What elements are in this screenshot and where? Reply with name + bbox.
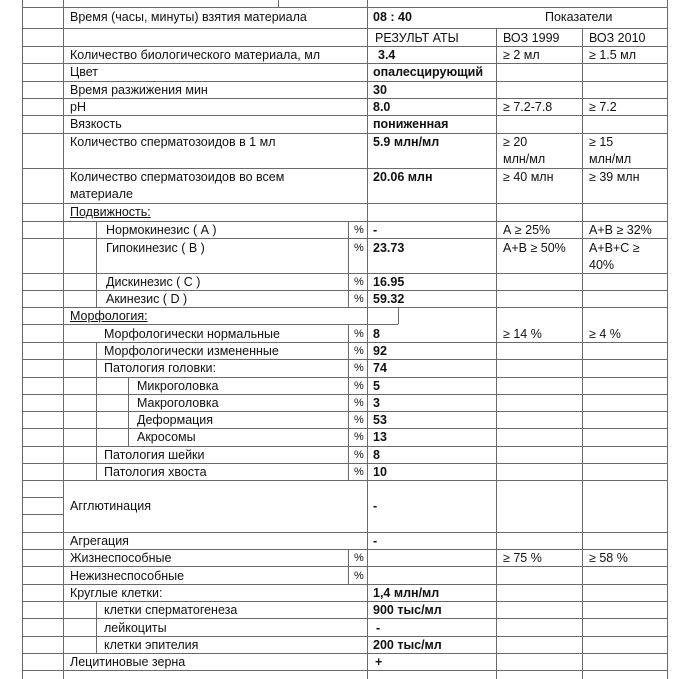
motility-b-who-2010-line2: 40% xyxy=(589,258,615,272)
viable-unit: % xyxy=(354,552,364,564)
motility-title: Подвижность: xyxy=(70,205,151,219)
viable-who-1999: ≥ 75 % xyxy=(503,551,542,565)
motility-a-who-1999: А ≥ 25% xyxy=(503,223,551,237)
round-cells-label: Круглые клетки: xyxy=(70,586,163,600)
motility-b-value: 23.73 xyxy=(373,241,405,255)
agglutination-label: Агглютинация xyxy=(70,499,152,513)
acrosome-label: Акросомы xyxy=(137,430,196,444)
deformation-label: Деформация xyxy=(137,413,214,427)
tail-pathology-label: Патология хвоста xyxy=(104,465,207,479)
microhead-label: Микроголовка xyxy=(137,379,219,393)
total-count-label-line1: Количество сперматозоидов во всем xyxy=(70,170,285,184)
deformation-unit: % xyxy=(354,414,364,426)
indicators-header: Показатели xyxy=(545,10,613,24)
volume-value: 3.4 xyxy=(378,48,396,62)
epithelial-cells-value: 200 тыс/мл xyxy=(373,638,442,652)
motility-d-label: Акинезис ( D ) xyxy=(106,292,188,306)
macrohead-label: Макроголовка xyxy=(137,396,219,410)
total-count-who-2010: ≥ 39 млн xyxy=(589,170,640,184)
ph-value: 8.0 xyxy=(373,100,391,114)
microhead-value: 5 xyxy=(373,379,380,393)
nonviable-unit: % xyxy=(354,570,364,582)
head-pathology-value: 74 xyxy=(373,361,387,375)
collection-time-label: Время (часы, минуты) взятия материала xyxy=(70,10,307,24)
motility-b-unit: % xyxy=(354,242,364,254)
neck-pathology-unit: % xyxy=(354,449,364,461)
concentration-label: Количество сперматозоидов в 1 мл xyxy=(70,135,276,149)
motility-a-value: - xyxy=(373,223,378,237)
motility-a-label: Нормокинезис ( А ) xyxy=(106,223,217,237)
motility-c-label: Дискинезис ( С ) xyxy=(106,275,201,289)
motility-a-who-2010: А+В ≥ 32% xyxy=(589,223,652,237)
deformation-value: 53 xyxy=(373,413,387,427)
ph-who-1999: ≥ 7.2-7.8 xyxy=(503,100,553,114)
total-count-value: 20.06 млн xyxy=(373,170,433,184)
microhead-unit: % xyxy=(354,380,364,392)
neck-pathology-value: 8 xyxy=(373,448,380,462)
viscosity-value: пониженная xyxy=(373,117,449,131)
concentration-who-1999-line1: ≥ 20 xyxy=(503,135,528,149)
tail-pathology-unit: % xyxy=(354,466,364,478)
acrosome-value: 13 xyxy=(373,430,387,444)
acrosome-unit: % xyxy=(354,431,364,443)
morph-abnormal-value: 92 xyxy=(373,344,387,358)
leukocytes-value: - xyxy=(376,621,381,635)
morphology-title: Морфология: xyxy=(70,309,148,323)
volume-label: Количество биологического материала, мл xyxy=(70,48,321,62)
spermatogenesis-cells-value: 900 тыс/мл xyxy=(373,603,442,617)
aggregation-value: - xyxy=(373,534,378,548)
lecithin-label: Лецитиновые зерна xyxy=(70,655,186,669)
liquefaction-label: Время разжижения мин xyxy=(70,83,208,97)
results-header: РЕЗУЛЬТ АТЫ xyxy=(375,31,459,45)
macrohead-value: 3 xyxy=(373,396,380,410)
motility-a-unit: % xyxy=(354,224,364,236)
volume-who-1999: ≥ 2 мл xyxy=(503,48,540,62)
head-pathology-label: Патология головки: xyxy=(104,361,217,375)
morph-normal-label: Морфологически нормальные xyxy=(104,327,280,341)
nonviable-label: Нежизнеспособные xyxy=(70,569,185,583)
morph-abnormal-unit: % xyxy=(354,345,364,357)
volume-who-2010: ≥ 1.5 мл xyxy=(589,48,637,62)
aggregation-label: Агрегация xyxy=(70,534,129,548)
motility-d-value: 59.32 xyxy=(373,292,405,306)
neck-pathology-label: Патология шейки xyxy=(104,448,205,462)
total-count-who-1999: ≥ 40 млн xyxy=(503,170,554,184)
morph-normal-unit: % xyxy=(354,328,364,340)
macrohead-unit: % xyxy=(354,397,364,409)
epithelial-cells-label: клетки эпителия xyxy=(104,638,199,652)
motility-c-unit: % xyxy=(354,276,364,288)
spermatogenesis-cells-label: клетки сперматогенеза xyxy=(104,603,238,617)
who-2010-header: ВОЗ 2010 xyxy=(589,31,646,45)
agglutination-value: - xyxy=(373,499,378,513)
motility-b-who-1999: А+В ≥ 50% xyxy=(503,241,566,255)
tail-pathology-value: 10 xyxy=(373,465,387,479)
morph-normal-who-2010: ≥ 4 % xyxy=(589,327,621,341)
liquefaction-value: 30 xyxy=(373,83,387,97)
viable-who-2010: ≥ 58 % xyxy=(589,551,628,565)
viscosity-label: Вязкость xyxy=(70,117,122,131)
concentration-value: 5.9 млн/мл xyxy=(373,135,440,149)
lecithin-value: + xyxy=(375,655,383,669)
ph-who-2010: ≥ 7.2 xyxy=(589,100,617,114)
viable-label: Жизнеспособные xyxy=(70,551,172,565)
head-pathology-unit: % xyxy=(354,362,364,374)
motility-d-unit: % xyxy=(354,293,364,305)
leukocytes-label: лейкоциты xyxy=(104,621,167,635)
motility-b-label: Гипокинезис ( В ) xyxy=(106,241,205,255)
morph-normal-who-1999: ≥ 14 % xyxy=(503,327,542,341)
who-1999-header: ВОЗ 1999 xyxy=(503,31,560,45)
motility-b-who-2010-line1: А+В+С ≥ xyxy=(589,241,640,255)
morph-normal-value: 8 xyxy=(373,327,380,341)
total-count-label-line2: материале xyxy=(70,187,133,201)
concentration-who-1999-line2: млн/мл xyxy=(503,152,546,166)
color-label: Цвет xyxy=(70,65,99,79)
concentration-who-2010-line1: ≥ 15 xyxy=(589,135,614,149)
morph-abnormal-label: Морфологически измененные xyxy=(104,344,279,358)
round-cells-value: 1,4 млн/мл xyxy=(373,586,440,600)
collection-time-value: 08 : 40 xyxy=(373,10,412,24)
ph-label: pH xyxy=(70,100,86,114)
color-value: опалесцирующий xyxy=(373,65,484,79)
motility-c-value: 16.95 xyxy=(373,275,405,289)
concentration-who-2010-line2: млн/мл xyxy=(589,152,632,166)
